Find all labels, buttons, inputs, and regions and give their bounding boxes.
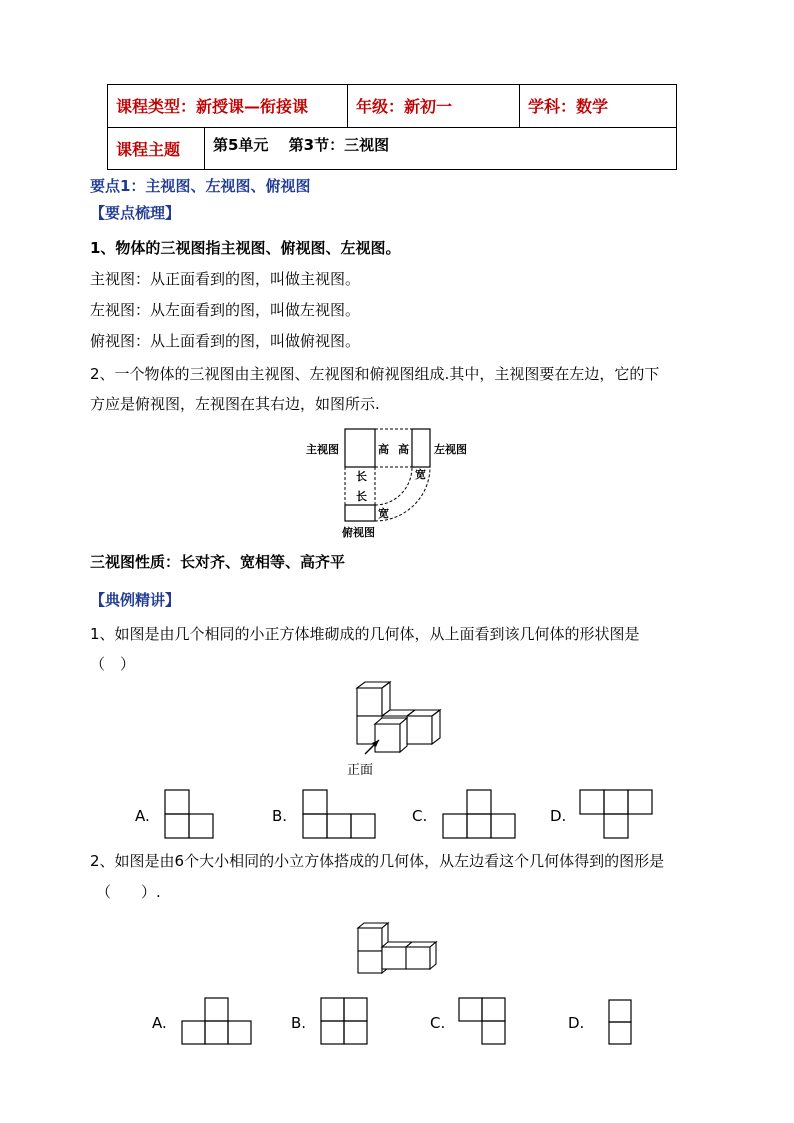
q1-option-c-label[interactable]: C. — [412, 807, 428, 825]
item2-line2: 方应是俯视图，左视图在其右边，如图所示. — [90, 395, 380, 413]
item2-line1: 2、一个物体的三视图由主视图、左视图和俯视图组成.其中，主视图要在左边，它的下 — [90, 365, 660, 383]
q1-line2: （ ） — [90, 655, 136, 673]
height-label-2: 高 — [398, 443, 409, 456]
q1-option-d-figure[interactable] — [579, 789, 655, 839]
property-text: 三视图性质：长对齐、宽相等、高齐平 — [90, 553, 346, 571]
grade-cell: 年级：新初一 — [348, 85, 520, 128]
section1-heading: 【要点梳理】 — [90, 204, 181, 222]
topic-value-cell: 第5单元 第3节：三视图 — [205, 127, 677, 170]
front-view-label: 主视图 — [306, 443, 339, 456]
def-top-text: 俯视图：从上面看到的图，叫做俯视图。 — [90, 332, 361, 350]
q1-option-d-label[interactable]: D. — [550, 807, 567, 825]
q1-option-b-label[interactable]: B. — [272, 807, 288, 825]
height-label-1: 高 — [378, 443, 389, 456]
q1-solid-figure — [345, 680, 455, 780]
course-type-cell: 课程类型：新授课—衔接课 — [108, 85, 348, 128]
top-view-label: 俯视图 — [342, 526, 375, 539]
length-label-1: 长 — [356, 470, 367, 483]
q2-line1: 2、如图是由6个大小相同的小立方体搭成的几何体，从左边看这个几何体得到的图形是 — [90, 852, 665, 870]
def-left-text: 左视图：从左面看到的图，叫做左视图。 — [90, 301, 361, 319]
point1-title: 要点1：主视图、左视图、俯视图 — [90, 177, 311, 195]
q2-option-b-figure[interactable] — [320, 997, 369, 1045]
topic-label-cell: 课程主题 — [108, 127, 205, 170]
q2-line2: （ ）. — [96, 883, 161, 901]
q1-line1: 1、如图是由几个相同的小正方体堆砌成的几何体，从上面看到该几何体的形状图是 — [90, 625, 640, 643]
q2-option-a-figure[interactable] — [181, 997, 253, 1045]
section2-heading: 【典例精讲】 — [90, 591, 181, 609]
course-header-table — [107, 84, 677, 170]
q2-option-c-label[interactable]: C. — [430, 1014, 446, 1032]
length-label-2: 长 — [356, 490, 367, 503]
q1-option-a-figure[interactable] — [164, 789, 216, 839]
three-view-diagram — [300, 425, 480, 545]
q2-option-a-label[interactable]: A. — [152, 1014, 167, 1032]
subject-cell: 学科：数学 — [520, 85, 677, 128]
def-front-text: 主视图：从正面看到的图，叫做主视图。 — [90, 270, 361, 288]
q1-front-label: 正面 — [347, 763, 374, 778]
front-view-rect — [345, 429, 375, 467]
q2-solid-figure — [355, 918, 440, 978]
q1-option-c-figure[interactable] — [442, 789, 518, 839]
item1-text: 1、物体的三视图指主视图、俯视图、左视图。 — [90, 239, 401, 257]
left-view-label: 左视图 — [434, 443, 467, 456]
q2-option-c-figure[interactable] — [458, 997, 507, 1045]
q2-option-d-label[interactable]: D. — [568, 1014, 585, 1032]
width-label-2: 宽 — [378, 507, 389, 520]
q2-option-d-figure[interactable] — [608, 999, 634, 1047]
top-view-rect — [345, 505, 375, 521]
left-view-rect — [412, 429, 430, 467]
width-label-1: 宽 — [415, 468, 426, 481]
q1-option-b-figure[interactable] — [302, 789, 378, 839]
q1-option-a-label[interactable]: A. — [135, 807, 150, 825]
q2-option-b-label[interactable]: B. — [291, 1014, 307, 1032]
